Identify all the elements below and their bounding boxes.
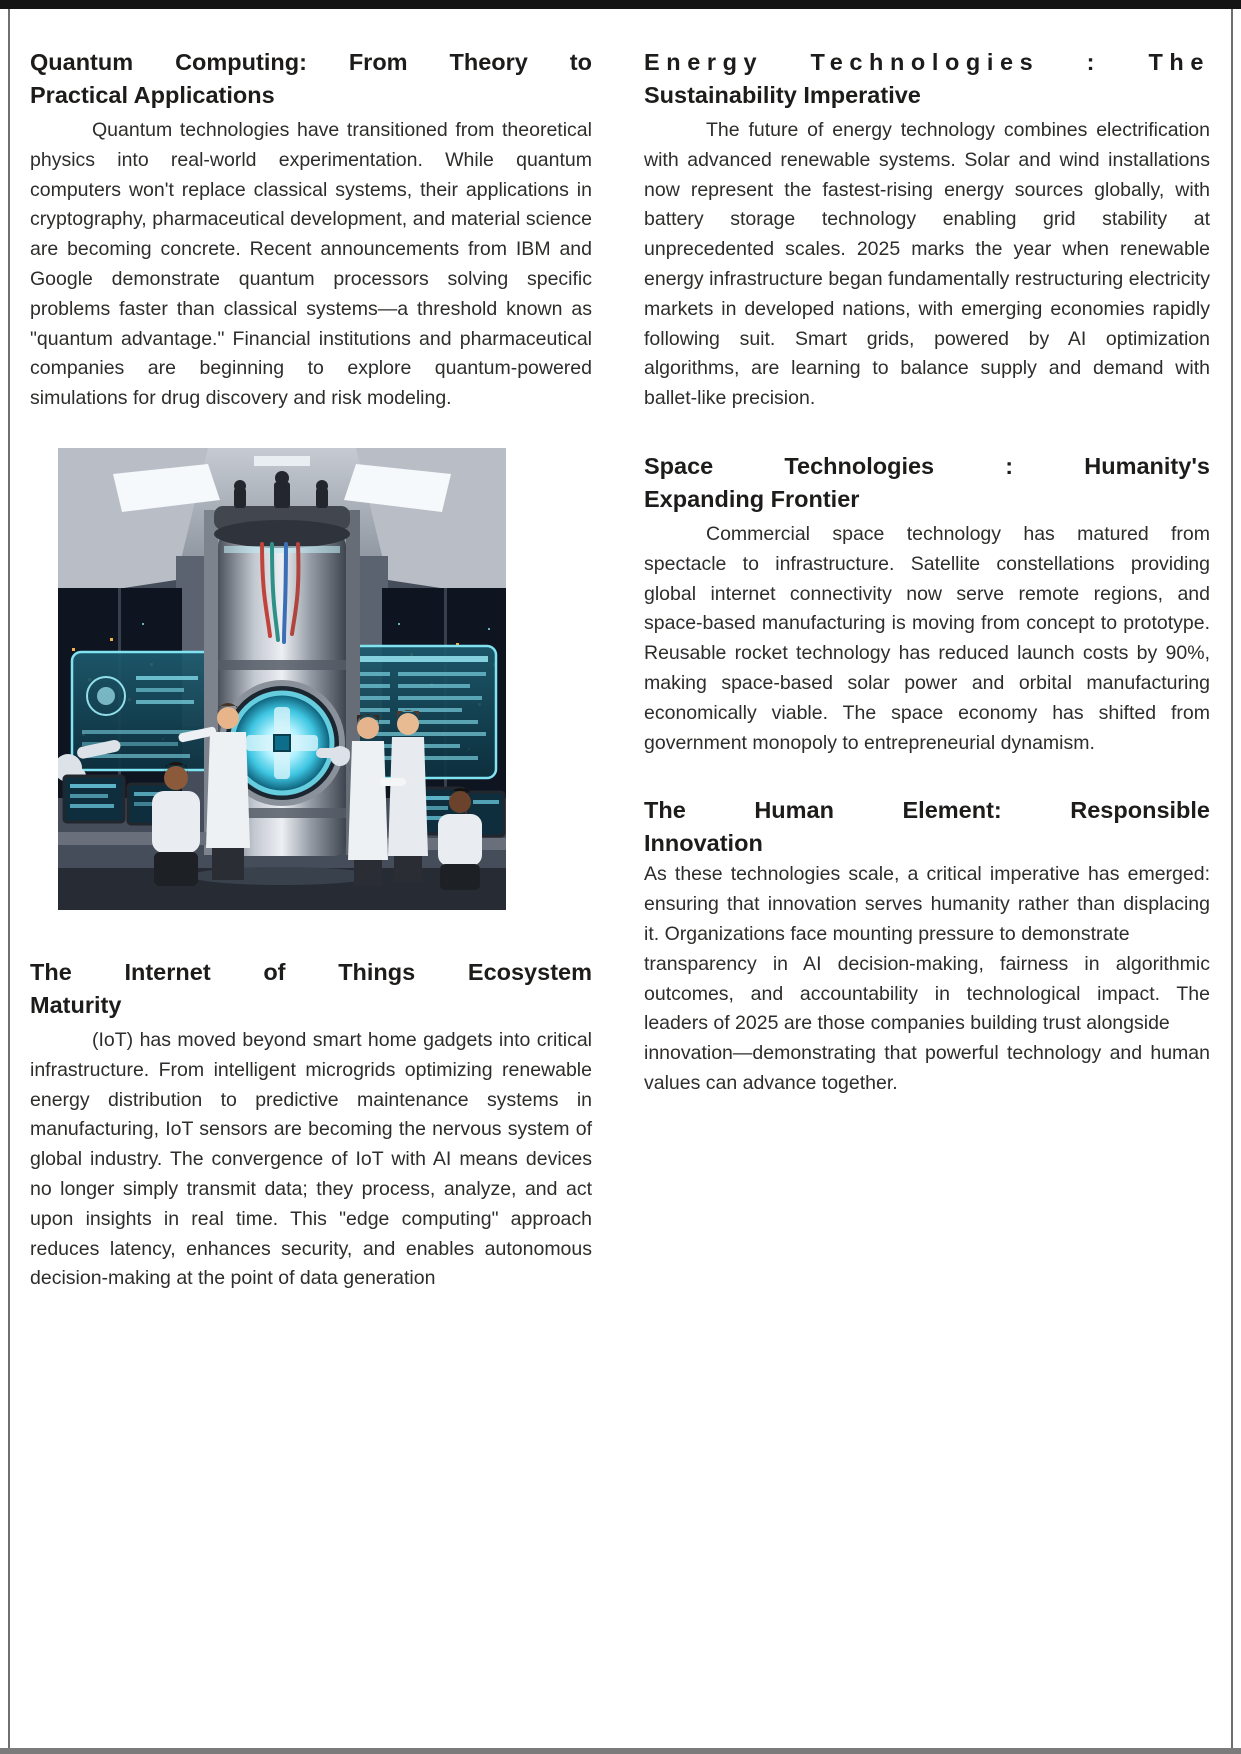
- space-heading: [644, 450, 1210, 516]
- space-heading-line1: Space Technologies : Humanity's: [644, 452, 1210, 479]
- energy-heading-line2: Sustainability Imperative: [644, 82, 921, 108]
- section-quantum-computing: [30, 46, 592, 1294]
- page-top-border: [0, 0, 1241, 9]
- quantum-heading-line2: Practical Applications: [30, 82, 275, 108]
- quantum-heading-line1: Quantum Computing: From Theory to: [30, 49, 592, 75]
- left-column: [30, 46, 592, 1294]
- iot-paragraph: (IoT) has moved beyond smart home gadgets into critical infrastructure. From intelligent microgrids optimizing renewable energy distribution to predictive maintenance systems in manufacturing, IoT sensors are becoming the nervous system of global industry. The convergence of IoT with AI means devices no longer simply transmit data; they process, analyze, and act upon insights in real time. This "edge computing" approach reduces latency, enhances security, and enables autonomous decision-making at the point of data generation: [30, 1028, 592, 1290]
- quantum-paragraph: Quantum technologies have transitioned from theoretical physics into real-world experimentation. While quantum computers won't replace classical systems, their applications in cryptography, pharmaceutical development, and material science are becoming concrete. Recent announcements from IBM and Google demonstrate quantum processors solving specific problems faster than classical systems—a threshold known as "quantum advantage." Financial institutions and pharmaceutical companies are beginning to explore quantum-powered simulations for drug discovery and risk modeling.: [30, 119, 592, 410]
- human-paragraph-3: innovation—demonstrating that powerful technology and human values can advance together.: [644, 1042, 1210, 1094]
- human-heading: [644, 794, 1210, 860]
- section-space: [644, 450, 1210, 758]
- page-right-border: [1231, 9, 1233, 1748]
- iot-heading: [30, 956, 592, 1022]
- page-bottom-border: [0, 1748, 1241, 1754]
- page-left-border: [8, 9, 10, 1748]
- space-paragraph: Commercial space technology has matured from spectacle to infrastructure. Satellite constellations providing global internet connectivity now serve remote regions, and space-based manufacturing is moving from concept to prototype. Reusable rocket technology has reduced launch costs by 90%, making space-based solar power and orbital manufacturing economically viable. The space economy has shifted from government monopoly to entrepreneurial dynamism.: [644, 522, 1210, 754]
- section-energy: [644, 46, 1210, 414]
- human-paragraph-2: transparency in AI decision-making, fairness in algorithmic outcomes, and accountability in technological impact. The leaders of 2025 are those companies building trust alongside: [644, 952, 1210, 1035]
- space-heading-line2: Expanding Frontier: [644, 485, 860, 512]
- iot-heading-line1: The Internet of Things Ecosystem: [30, 958, 592, 985]
- energy-paragraph: The future of energy technology combines electrification with advanced renewable systems. Solar and wind installations now represent the fastest-rising energy sources globally, with battery storage technology enabling grid stability at unprecedented scales. 2025 marks the year when renewable energy infrastructure began fundamentally restructuring electricity markets in developed nations, with emerging economies rapidly following suit. Smart grids, powered by AI optimization algorithms, are learning to balance supply and demand with ballet-like precision.: [644, 119, 1210, 410]
- right-column: [644, 46, 1210, 1294]
- energy-heading-line1: Energy Technologies : The: [644, 49, 1210, 75]
- iot-heading-line2: Maturity: [30, 991, 122, 1018]
- quantum-heading: [30, 46, 592, 112]
- page-content: [30, 46, 1210, 1294]
- quantum-lab-photo: [58, 448, 506, 910]
- human-paragraph-1: As these technologies scale, a critical imperative has emerged: ensuring that innovation serves humanity rather than displacing it. Organizations face mounting pressure to demonstrate: [644, 863, 1210, 945]
- human-heading-line2: Innovation: [644, 830, 763, 857]
- energy-heading: [644, 46, 1210, 112]
- human-heading-line1: The Human Element: Responsible: [644, 797, 1210, 824]
- section-human-element: [644, 794, 1210, 1098]
- quantum-lab-illustration: [58, 448, 506, 910]
